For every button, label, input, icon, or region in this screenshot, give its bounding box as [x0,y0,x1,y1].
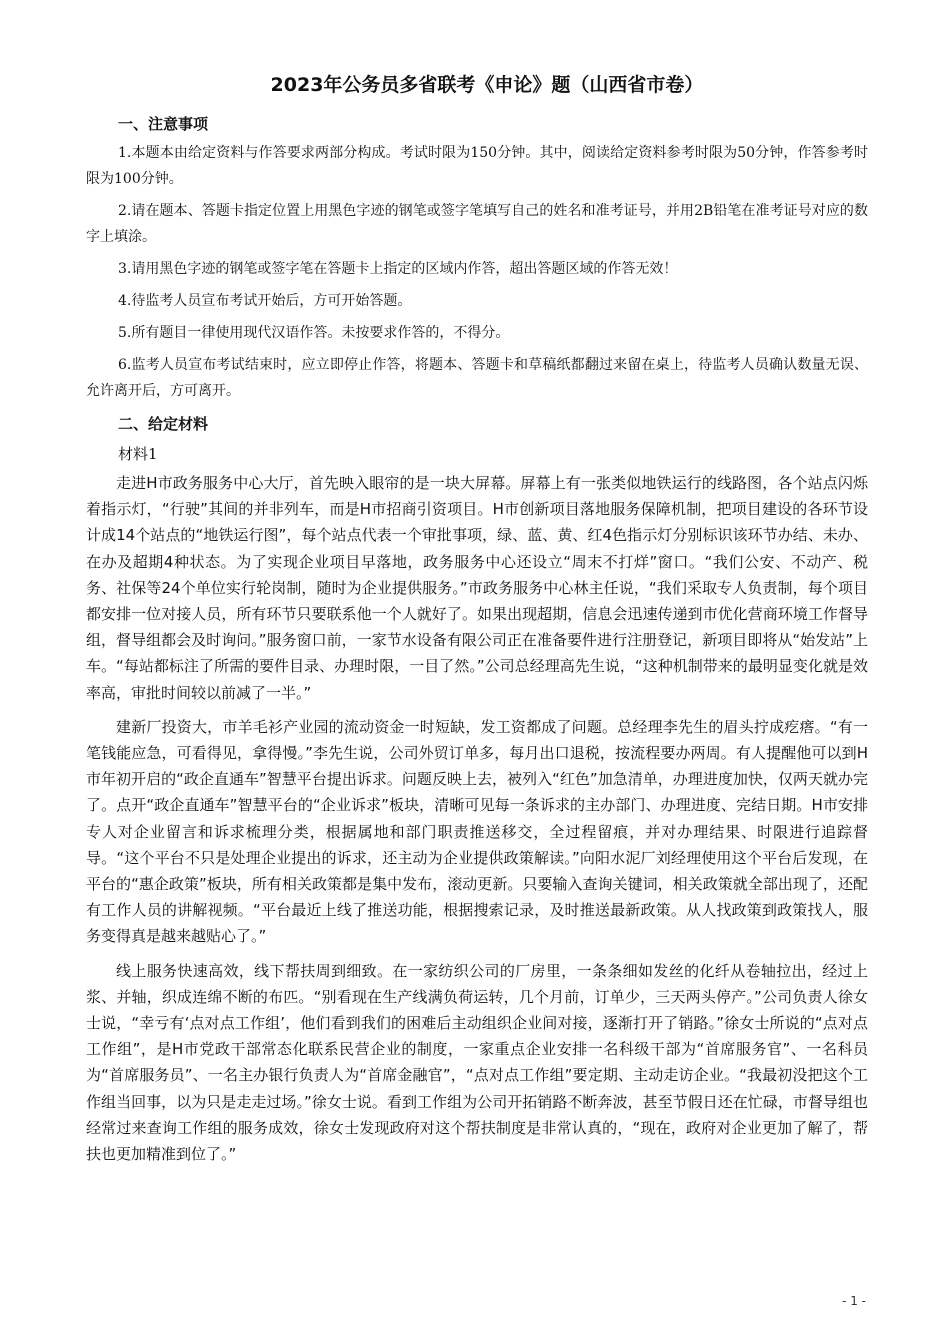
notice-heading: 一、注意事项 [118,115,209,133]
material-paragraph: 走进H市政务服务中心大厅，首先映入眼帘的是一块大屏幕。屏幕上有一张类似地铁运行的线路图，各个站点闪烁着指示灯，“行驶”其间的并非列车，而是H市招商引资项目。H市创新项目落地服务保障机制，把项目建设的各环节设计成14个站点的“地铁运行图”，每个站点代表一个审批事项，绿、蓝、黄、红4色指示灯分别标识该环节办结、未办、在办及超期4种状态。为了实现企业项目早落地，政务服务中心还设立“周末不打烊”窗口。“我们公安、不动产、税务、社保等24个单位实行轮岗制，随时为企业提供服务。”市政务服务中心林主任说，“我们采取专人负责制，每个项目都安排一位对接人员，所有环节只要联系他一个人就好了。如果出现超期，信息会迅速传递到市优化营商环境工作督导组，督导组都会及时询问。”服务窗口前，一家节水设备有限公司正在准备要件进行注册登记，新项目即将从“始发站”上车。“每站都标注了所需的要件目录、办理时限，一目了然。”公司总经理高先生说，“这种机制带来的最明显变化就是效率高，审批时间较以前减了一半。” [86,474,868,702]
material-label: 材料1 [118,445,158,463]
notice-item: 1.本题本由给定资料与作答要求两部分构成。考试时限为150分钟。其中，阅读给定资料参考时限为50分钟，作答参考时限为100分钟。 [86,145,868,187]
notice-item: 3.请用黑色字迹的钢笔或签字笔在答题卡上指定的区域内作答，超出答题区域的作答无效！ [118,261,678,277]
notice-item: 5.所有题目一律使用现代汉语作答。未按要求作答的，不得分。 [118,325,510,341]
page-number: - 1 - [842,1294,866,1308]
material-paragraph: 建新厂投资大，市羊毛衫产业园的流动资金一时短缺，发工资都成了问题。总经理李先生的眉头拧成疙瘩。“有一笔钱能应急，可看得见，拿得慢。”李先生说，公司外贸订单多，每月出口退税，按流程要办两周。有人提醒他可以到H市年初开启的“政企直通车”智慧平台提出诉求。问题反映上去，被列入“红色”加急清单，办理进度加快，仅两天就办完了。点开“政企直通车”智慧平台的“企业诉求”板块，清晰可见每一条诉求的主办部门、办理进度、完结日期。H市安排专人对企业留言和诉求梳理分类，根据属地和部门职责推送移交，全过程留痕，并对办理结果、时限进行追踪督导。“这个平台不只是处理企业提出的诉求，还主动为企业提供政策解读。”向阳水泥厂刘经理使用这个平台后发现，在平台的“惠企政策”板块，所有相关政策都是集中发布，滚动更新。只要输入查询关键词，相关政策就全部出现了，还配有工作人员的讲解视频。“平台最近上线了推送功能，根据搜索记录，及时推送最新政策。从人找政策到政策找人，服务变得真是越来越贴心了。” [86,717,868,946]
document-title: 2023年公务员多省联考《申论》题（山西省市卷） [270,74,704,96]
material-paragraph: 线上服务快速高效，线下帮扶周到细致。在一家纺织公司的厂房里，一条条细如发丝的化纤从卷轴拉出，经过上浆、并轴，织成连绵不断的布匹。“别看现在生产线满负荷运转，几个月前，订单少，三天两头停产。”公司负责人徐女士说，“幸亏有‘点对点工作组’，他们看到我们的困难后主动组织企业间对接，逐渐打开了销路。”徐女士所说的“点对点工作组”，是H市党政干部常态化联系民营企业的制度，一家重点企业安排一名科级干部为“首席服务官”、一名科员为“首席服务员”、一名主办银行负责人为“首席金融官”，“点对点工作组”要定期、主动走访企业。“我最初没把这个工作组当回事，以为只是走走过场。”徐女士说。看到工作组为公司开拓销路不断奔波，甚至节假日还在忙碌，市督导组也经常过来查询工作组的服务成效，徐女士发现政府对这个帮扶制度是非常认真的，“现在，政府对企业更加了解了，帮扶也更加精准到位了。” [86,961,868,1164]
notice-item: 6.监考人员宣布考试结束时，应立即停止作答，将题本、答题卡和草稿纸都翻过来留在桌上，待监考人员确认数量无误、允许离开后，方可离开。 [86,357,868,399]
document-page [86,70,868,1175]
notice-item: 4.待监考人员宣布考试开始后，方可开始答题。 [118,293,412,309]
notice-item: 2.请在题本、答题卡指定位置上用黑色字迹的钢笔或签字笔填写自己的姓名和准考证号，并用2B铅笔在准考证号对应的数字上填涂。 [86,203,868,245]
material-heading: 二、给定材料 [118,415,209,433]
